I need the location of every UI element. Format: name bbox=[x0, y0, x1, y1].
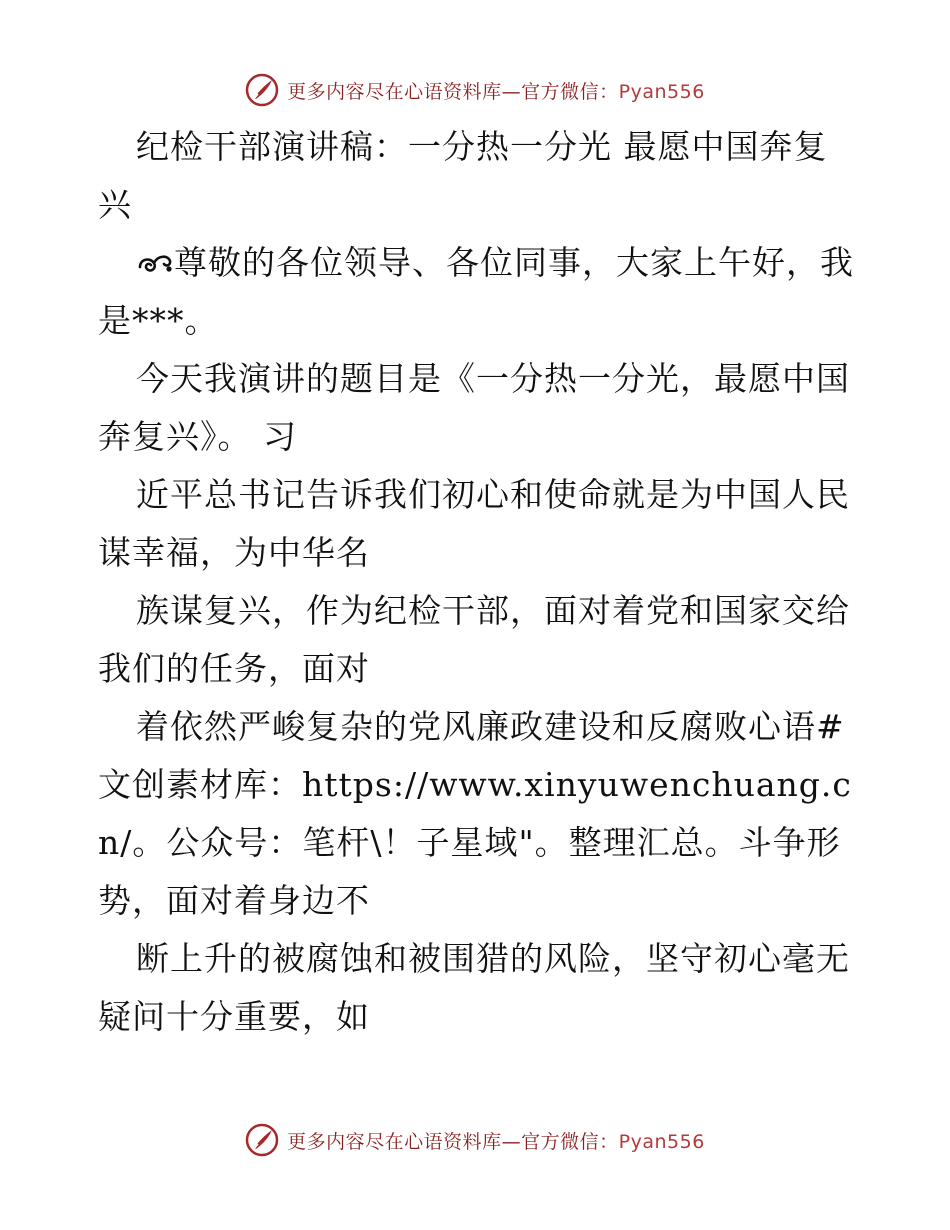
header-banner-text: 更多内容尽在心语资料库—官方微信：Pyan556 bbox=[287, 80, 705, 103]
feather-pen-logo-icon bbox=[245, 73, 279, 107]
ornament-bullet-icon bbox=[136, 249, 174, 277]
footer-banner-text: 更多内容尽在心语资料库—官方微信：Pyan556 bbox=[287, 1130, 705, 1153]
body-paragraph-3: 着依然严峻复杂的党风廉政建设和反腐败心语#文创素材库：https://www.xinyuwenchuang.cn/。公众号：笔杆\！子星域"。整理汇总。斗争形势，面对着身边不 bbox=[98, 707, 852, 920]
topic-paragraph: 今天我演讲的题目是《一分热一分光，最愿中国奔复兴》。 习 bbox=[98, 359, 850, 456]
document-title: 纪检干部演讲稿：一分热一分光 最愿中国奔复兴 bbox=[98, 127, 828, 224]
body-paragraph-1: 近平总书记告诉我们初心和使命就是为中国人民谋幸福，为中华名 bbox=[98, 475, 850, 572]
feather-pen-logo-icon bbox=[245, 1123, 279, 1157]
document-body bbox=[98, 118, 858, 1046]
body-paragraph-2: 族谋复兴，作为纪检干部，面对着党和国家交给我们的任务，面对 bbox=[98, 591, 850, 688]
body-paragraph-4: 断上升的被腐蚀和被围猎的风险，坚守初心毫无疑问十分重要，如 bbox=[98, 939, 850, 1036]
header-banner bbox=[0, 70, 950, 110]
greeting-paragraph: 尊敬的各位领导、各位同事，大家上午好，我是***。 bbox=[98, 243, 854, 340]
footer-banner bbox=[0, 1120, 950, 1160]
